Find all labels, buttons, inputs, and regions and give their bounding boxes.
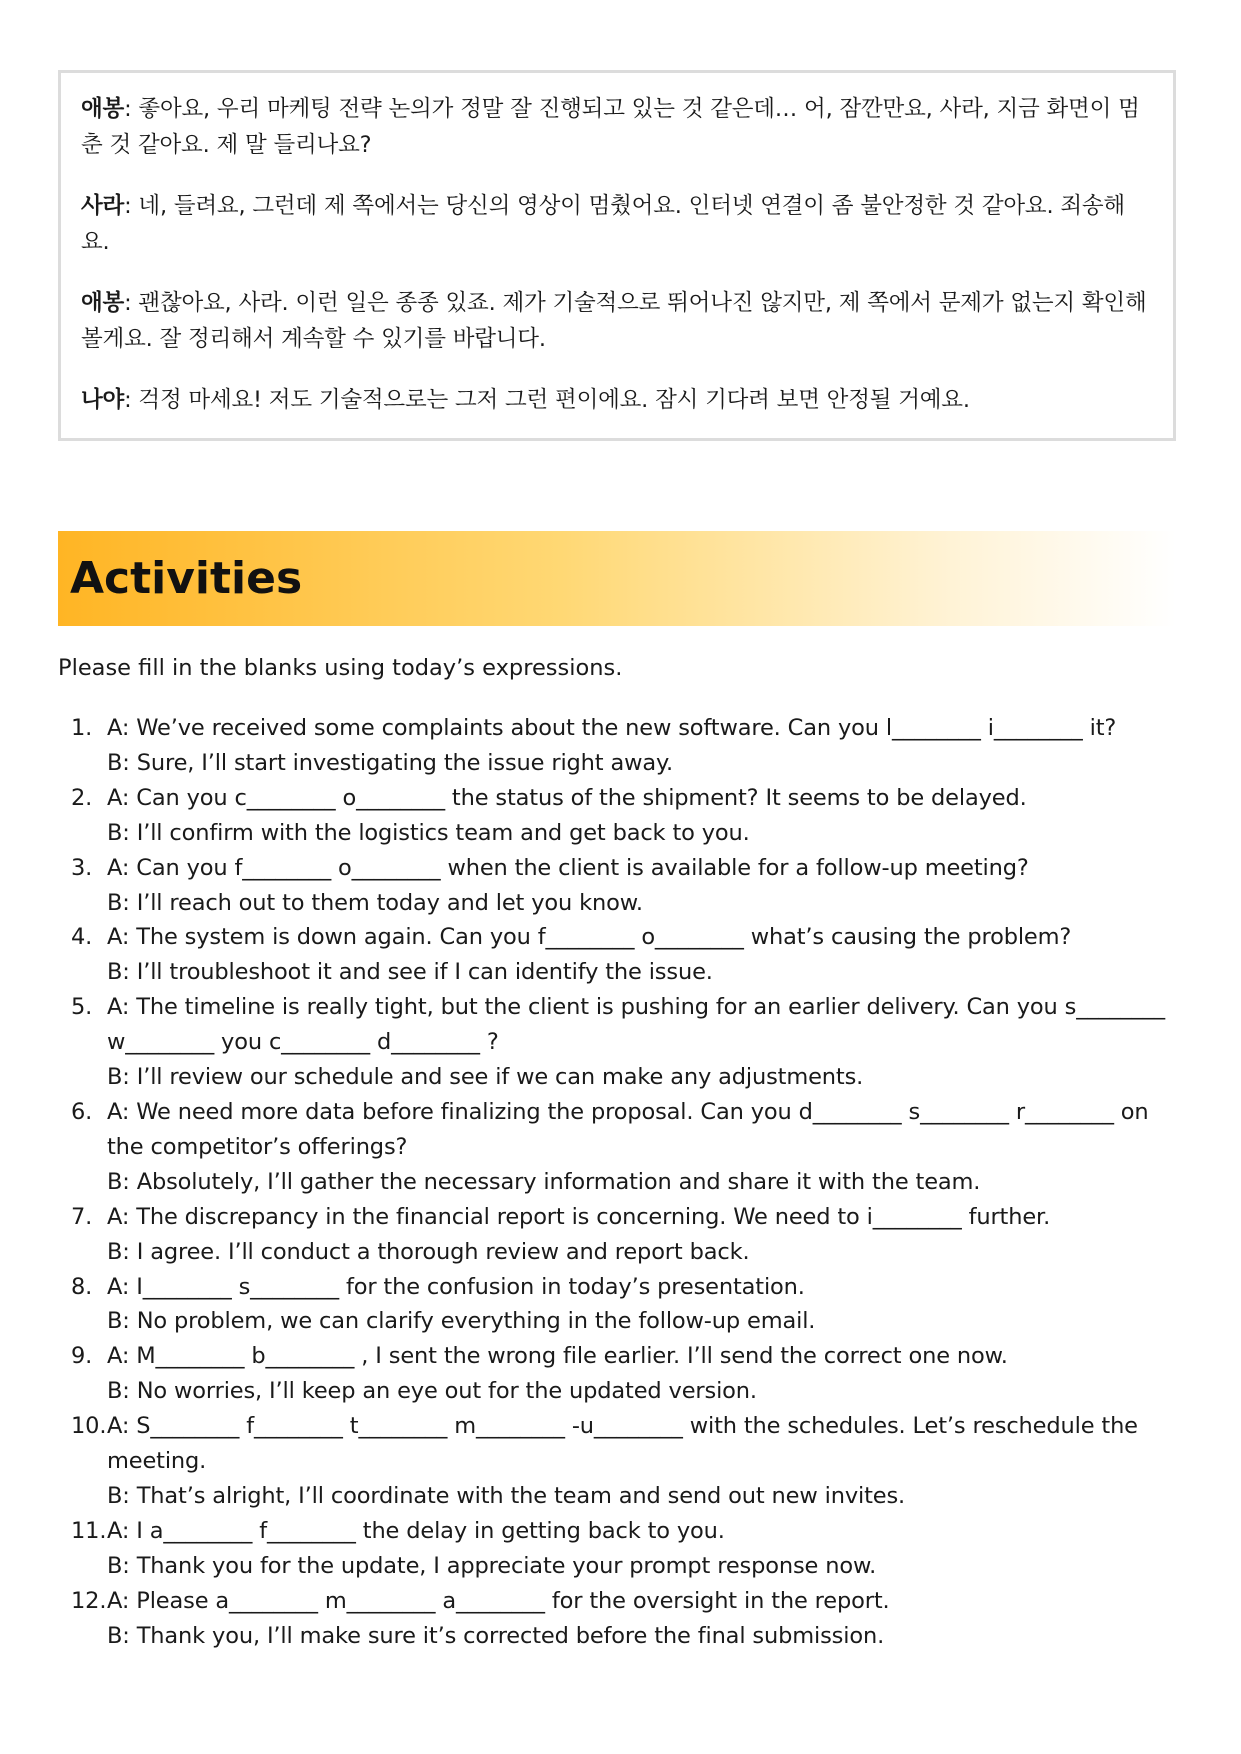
exercise-list [58,711,1178,1653]
item-number: 6. [71,1098,93,1125]
dialogue-box [58,70,1176,441]
answer-b: B: That’s alright, I’ll coordinate with the team and send out new invites. [107,1482,906,1509]
list-item [58,711,1178,781]
item-number: 1. [71,715,93,741]
item-number: 11. [71,1517,107,1544]
question-a: A: The timeline is really tight, but the client is pushing for an earlier delivery. Can you s________ w________ you c________ d________ ? [107,994,1166,1056]
dialogue-line [81,285,1153,357]
item-number: 7. [71,1203,93,1230]
item-number: 9. [71,1343,93,1370]
speaker-name: 사라 [81,193,125,219]
list-item [58,1584,1178,1654]
dialogue-text: : 좋아요, 우리 마케팅 전략 논의가 정말 잘 진행되고 있는 것 같은데… 어, 잠깐만요, 사라, 지금 화면이 멈춘 것 같아요. 제 말 들리나요? [81,96,1140,158]
item-number: 12. [71,1587,107,1614]
list-item [58,851,1178,921]
answer-b: B: No problem, we can clarify everything in the follow-up email. [107,1308,816,1335]
list-item [58,1200,1178,1270]
answer-b: B: No worries, I’ll keep an eye out for the updated version. [107,1378,757,1405]
dialogue-text: : 걱정 마세요! 저도 기술적으로는 그저 그런 편이에요. 잠시 기다려 보면 안정될 거예요. [124,387,970,413]
list-item [58,920,1178,990]
item-number: 3. [71,854,93,881]
answer-b: B: Sure, I’ll start investigating the issue right away. [107,749,673,776]
question-a: A: The system is down again. Can you f________ o________ what’s causing the problem? [107,924,1072,951]
item-number: 2. [71,784,93,811]
list-item [58,1270,1178,1340]
question-a: A: The discrepancy in the financial report is concerning. We need to i________ further. [107,1203,1051,1230]
question-a: A: Can you f________ o________ when the client is available for a follow-up meeting? [107,854,1029,881]
question-a: A: I a________ f________ the delay in getting back to you. [107,1517,725,1544]
item-number: 4. [71,924,93,951]
list-item [58,1409,1178,1514]
question-a: A: We’ve received some complaints about the new software. Can you l________ i________ it? [107,715,1117,741]
question-a: A: M________ b________ , I sent the wrong file earlier. I’ll send the correct one now. [107,1343,1008,1370]
answer-b: B: Thank you, I’ll make sure it’s corrected before the final submission. [107,1622,885,1649]
question-a: A: I________ s________ for the confusion in today’s presentation. [107,1273,805,1300]
answer-b: B: I’ll reach out to them today and let you know. [107,889,643,916]
list-item [58,1339,1178,1409]
answer-b: B: Thank you for the update, I appreciate your prompt response now. [107,1552,877,1579]
answer-b: B: I’ll troubleshoot it and see if I can identify the issue. [107,959,713,986]
list-item [58,990,1178,1095]
answer-b: B: Absolutely, I’ll gather the necessary information and share it with the team. [107,1168,981,1195]
answer-b: B: I’ll review our schedule and see if we can make any adjustments. [107,1064,864,1091]
activities-banner [58,531,1176,626]
question-a: A: We need more data before finalizing the proposal. Can you d________ s________ r________ on the competitor’s offerings? [107,1098,1149,1160]
list-item [58,781,1178,851]
section-title: Activities [70,553,303,604]
dialogue-line [81,91,1153,163]
answer-b: B: I’ll confirm with the logistics team and get back to you. [107,819,750,846]
speaker-name: 애봉 [81,96,125,122]
question-a: A: S________ f________ t________ m________ -u________ with the schedules. Let’s reschedule the meeting. [107,1413,1138,1475]
instruction-text: Please fill in the blanks using today’s expressions. [58,655,623,681]
dialogue-text: : 네, 들려요, 그런데 제 쪽에서는 당신의 영상이 멈췄어요. 인터넷 연결이 좀 불안정한 것 같아요. 죄송해요. [81,193,1125,255]
item-number: 8. [71,1273,93,1300]
answer-b: B: I agree. I’ll conduct a thorough review and report back. [107,1238,750,1265]
list-item [58,1095,1178,1200]
dialogue-line [81,382,1153,418]
item-number: 5. [71,994,93,1021]
question-a: A: Please a________ m________ a________ for the oversight in the report. [107,1587,890,1614]
list-item [58,1514,1178,1584]
question-a: A: Can you c________ o________ the status of the shipment? It seems to be delayed. [107,784,1027,811]
item-number: 10. [71,1413,107,1440]
speaker-name: 애봉 [81,290,125,316]
dialogue-line [81,188,1153,260]
dialogue-text: : 괜찮아요, 사라. 이런 일은 종종 있죠. 제가 기술적으로 뛰어나진 않지만, 제 쪽에서 문제가 없는지 확인해 볼게요. 잘 정리해서 계속할 수 있기를 바랍니다. [81,290,1147,352]
speaker-name: 나야 [81,387,125,413]
